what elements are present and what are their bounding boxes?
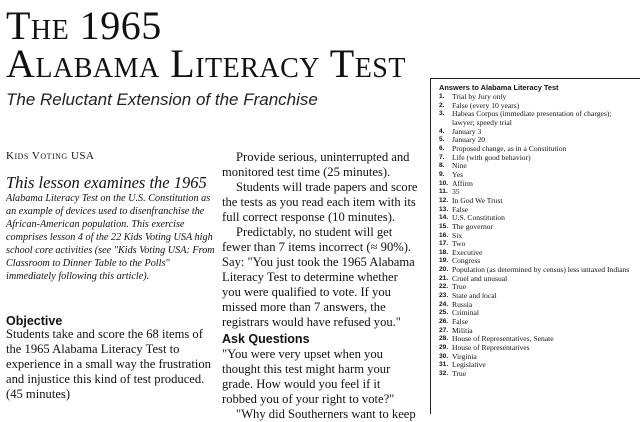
answer-text: Population (as determined by census) less untaxed Indians	[452, 265, 630, 275]
answer-text: True	[452, 369, 467, 378]
answer-text: January 3	[452, 126, 482, 136]
answer-text: Russia	[452, 299, 473, 309]
title-line-1: The 1965	[6, 3, 162, 48]
answer-item	[439, 154, 640, 163]
subtitle: The Reluctant Extension of the Franchise	[6, 90, 318, 109]
title-line-2: Alabama Literacy Test	[6, 41, 406, 86]
answer-number: 5.	[439, 136, 445, 144]
answer-number: 25.	[439, 309, 449, 317]
answer-number: 6.	[439, 144, 445, 152]
answer-text: U.S. Constitution	[452, 213, 505, 223]
answer-number: 4.	[439, 127, 445, 135]
answer-number: 2.	[439, 101, 445, 109]
answer-number: 17.	[439, 240, 449, 248]
intro-rest: Alabama Literacy Test on the U.S. Constitution as an example of devices used to disenfranchise the African-American population. This exercise comprises lesson 4 of the 22 Kids Voting USA high school core activities (see "Kids Voting USA: From Classroom to Dinner Table to the Polls" immediately following this article).	[6, 193, 215, 282]
answer-item	[439, 180, 640, 189]
answer-text: The governor	[452, 221, 494, 231]
answer-number: 24.	[439, 300, 449, 308]
instructions-column	[222, 150, 418, 330]
answer-number: 23.	[439, 292, 449, 300]
answer-number: 30.	[439, 352, 449, 360]
answer-number: 8.	[439, 162, 445, 170]
answer-number: 10.	[439, 179, 449, 187]
answer-number: 19.	[439, 257, 449, 265]
answer-text: Habeas Corpus (immediate presentation of charges); lawyer; speedy trial	[452, 109, 612, 127]
answer-number: 22.	[439, 283, 449, 291]
answer-text: False	[452, 317, 469, 327]
answer-item	[439, 232, 640, 241]
answer-text: False (every 10 years)	[452, 100, 520, 110]
answer-number: 21.	[439, 274, 449, 282]
answers-sidebar	[430, 78, 640, 414]
answer-number: 28.	[439, 335, 449, 343]
answer-number: 13.	[439, 205, 449, 213]
answer-text: Executive	[452, 247, 483, 257]
answer-item	[439, 275, 640, 284]
answer-text: Nine	[452, 161, 467, 171]
answer-number: 7.	[439, 153, 445, 161]
answer-number: 18.	[439, 248, 449, 256]
answer-item	[439, 370, 640, 379]
answer-item	[439, 110, 640, 127]
answer-number: 16.	[439, 231, 449, 239]
answer-text: Congress	[452, 256, 481, 266]
answer-text: House of Representatives	[452, 343, 530, 353]
answer-text: In God We Trust	[452, 195, 503, 205]
intro-lead: This lesson examines the 1965	[6, 173, 207, 192]
answer-number: 1.	[439, 93, 445, 100]
answer-item	[439, 361, 640, 370]
answer-number: 11.	[439, 188, 448, 196]
answer-text: Cruel and unusual	[452, 273, 508, 283]
instructions-paragraph-3: Predictably, no student will get fewer than 7 items incorrect (≈ 90%). Say: "You just took the 1965 Alabama Literacy Test to determine whether you were qualified to vote. If you missed more than 7 answers, the registrars would have refused you."	[222, 225, 415, 329]
answer-text: 35	[452, 187, 460, 197]
instructions-paragraph-2: Students will trade papers and score the tests as you read each item with its full correct response (10 minutes).	[222, 180, 418, 224]
answer-text: State and local	[452, 291, 497, 301]
answers-list	[439, 93, 640, 379]
answer-text: Militia	[452, 325, 473, 335]
answer-number: 12.	[439, 196, 449, 204]
answer-text: House of Representatives, Senate	[452, 334, 554, 344]
objective-heading: Objective	[6, 314, 63, 328]
answer-number: 27.	[439, 326, 449, 334]
answer-number: 26.	[439, 318, 449, 326]
answer-text: True	[452, 282, 467, 292]
answer-number: 31.	[439, 361, 449, 369]
answer-text: Virginia	[452, 351, 477, 361]
objective-text: Students take and score the 68 items of the 1965 Alabama Literacy Test to experience in a small way the frustration and injustice this kind of test produced. (45 minutes)	[6, 327, 211, 401]
answer-text: Yes	[452, 169, 464, 179]
answer-text: Affirm	[452, 178, 473, 188]
answer-item	[439, 197, 640, 206]
answer-number: 14.	[439, 214, 449, 222]
answer-number: 9.	[439, 170, 445, 178]
ask-questions-paragraph-2: "Why did Southerners want to keep	[236, 407, 416, 421]
ask-questions-paragraph-1: "You were very upset when you thought this test might harm your grade. How would you feel if it robbed you of your right to vote?"	[222, 347, 395, 406]
byline: Kids Voting USA	[6, 150, 95, 162]
answer-text: Proposed change, as in a Constitution	[452, 143, 567, 153]
ask-questions-text	[222, 347, 418, 422]
answers-title: Answers to Alabama Literacy Test	[439, 83, 559, 92]
answer-number: 29.	[439, 344, 449, 352]
answer-text: Criminal	[452, 308, 479, 318]
answer-text: False	[452, 204, 469, 214]
answer-number: 20.	[439, 266, 449, 274]
answer-item	[439, 223, 640, 232]
answer-text: January 20	[452, 135, 486, 145]
answer-item	[439, 309, 640, 318]
answer-text: Two	[452, 239, 466, 249]
answer-item	[439, 162, 640, 171]
answer-number: 32.	[439, 370, 449, 377]
answer-text: Legislative	[452, 360, 486, 370]
answer-number: 3.	[439, 110, 445, 118]
answer-text: Six	[452, 230, 463, 240]
instructions-paragraph-1: Provide serious, uninterrupted and monitored test time (25 minutes).	[222, 150, 410, 179]
intro-paragraph	[6, 174, 216, 283]
answer-text: Life (with good behavior)	[452, 152, 531, 162]
ask-questions-heading: Ask Questions	[222, 332, 310, 346]
answer-text: Trial by Jury only	[452, 92, 507, 101]
answer-number: 15.	[439, 222, 449, 230]
